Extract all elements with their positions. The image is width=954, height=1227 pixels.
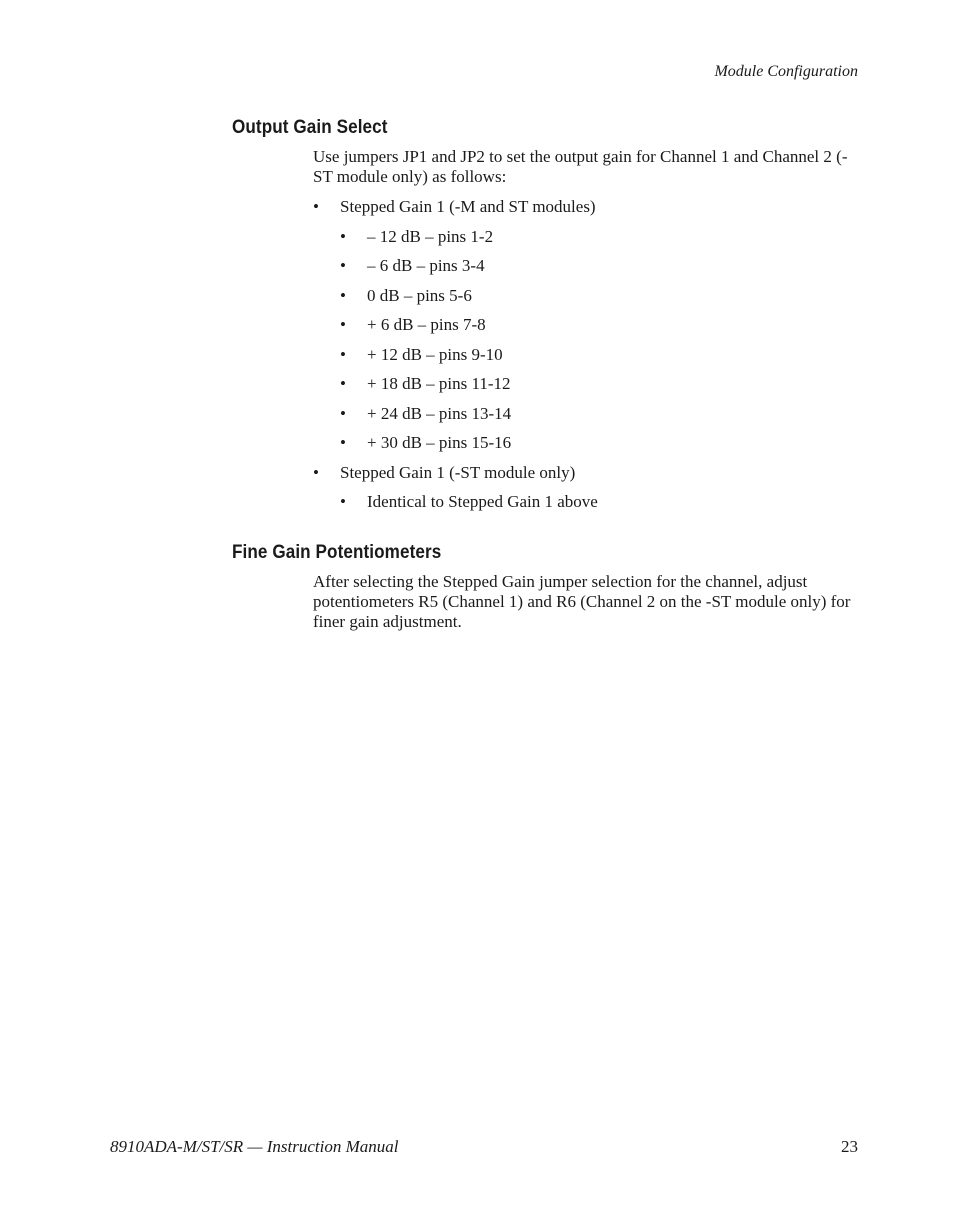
list-item-text: + 6 dB – pins 7-8 [367,315,486,334]
list-item-text: Stepped Gain 1 (-M and ST modules) [340,197,596,216]
bullet-icon: • [340,227,346,246]
bullet-icon: • [340,374,346,393]
bullet-icon: • [340,404,346,423]
page-number: 23 [841,1137,858,1156]
bullet-icon: • [340,315,346,334]
bullet-icon: • [340,433,346,452]
output-gain-intro-paragraph: Use jumpers JP1 and JP2 to set the output gain for Channel 1 and Channel 2 (-ST module only) as follows: [313,147,848,186]
bullet-icon: • [340,256,346,275]
bullet-icon: • [340,492,346,511]
section-heading-output-gain-select: Output Gain Select [232,117,388,138]
list-item-text: + 18 dB – pins 11-12 [367,374,511,393]
list-item-text: + 24 dB – pins 13-14 [367,404,512,423]
bullet-icon: • [340,345,346,364]
bullet-icon: • [313,463,319,482]
list-item-text: + 30 dB – pins 15-16 [367,433,512,452]
list-item-text: Identical to Stepped Gain 1 above [367,492,598,511]
running-footer: 8910ADA-M/ST/SR — Instruction Manual [110,1137,399,1156]
list-item-text: – 12 dB – pins 1-2 [367,227,494,246]
section-heading-fine-gain-potentiometers: Fine Gain Potentiometers [232,542,442,563]
bullet-icon: • [313,197,319,216]
list-item-text: 0 dB – pins 5-6 [367,286,472,305]
list-item-text: – 6 dB – pins 3-4 [367,256,485,275]
fine-gain-body-paragraph: After selecting the Stepped Gain jumper selection for the channel, adjust potentiometers R5 (Channel 1) and R6 (Channel 2 on the -ST module only) for finer gain adjustment. [313,572,851,631]
running-header: Module Configuration [714,63,858,80]
bullet-icon: • [340,286,346,305]
list-item-text: + 12 dB – pins 9-10 [367,345,503,364]
list-item-text: Stepped Gain 1 (-ST module only) [340,463,576,482]
